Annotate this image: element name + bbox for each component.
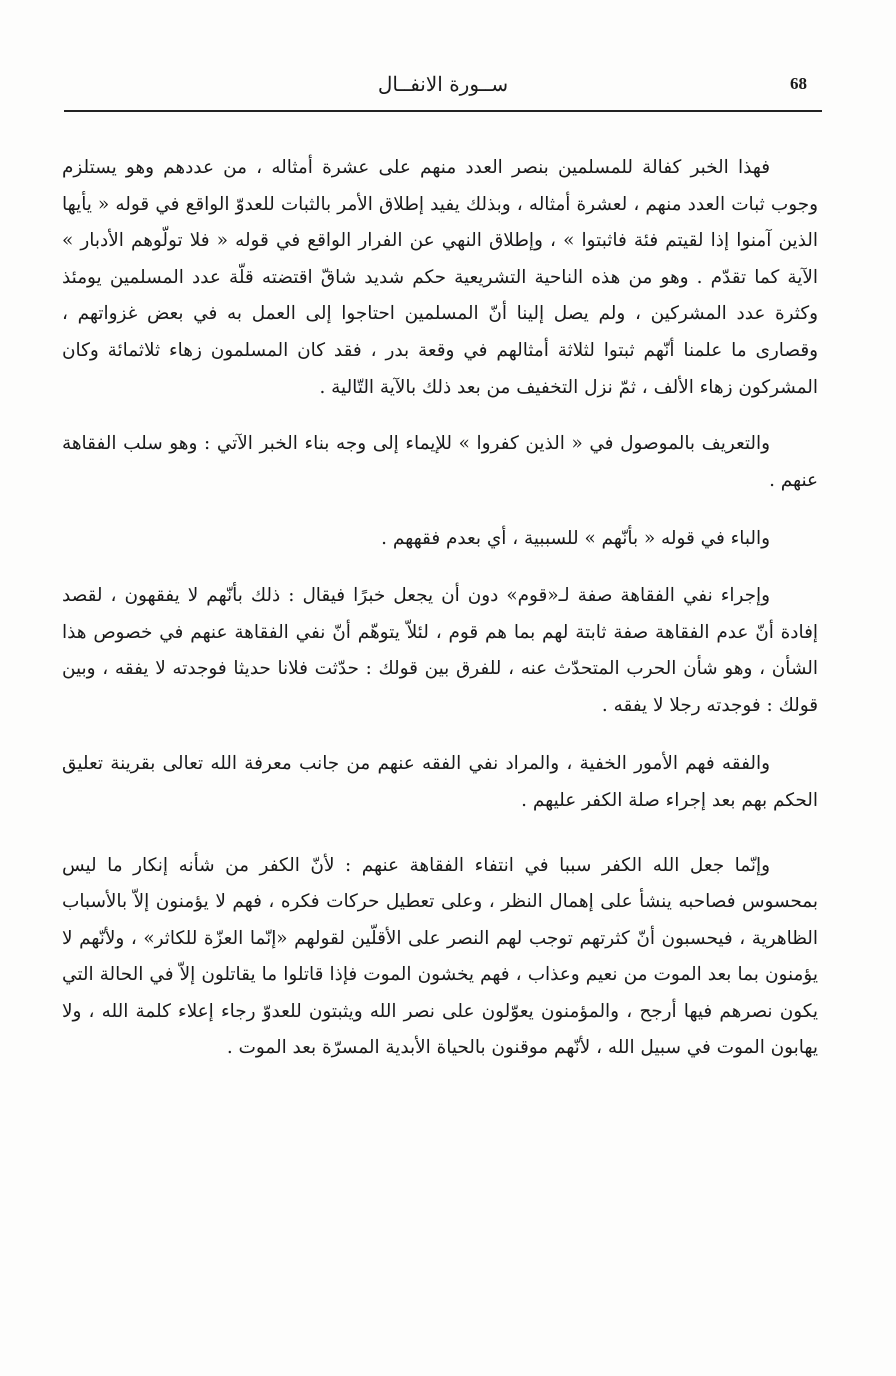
paragraph-4: وإجراء نفي الفقاهة صفة لـ«قوم» دون أن يجعل خبرًا فيقال : ذلك بأنّهم لا يفقهون ، لقصد إفادة أنّ عدم الفقاهة صفة ثابتة لهم بما هم قوم ، لئلاّ يتوهّم أنّ نفي الفقاهة عنهم في خصوص هذا الشأن ، وهو شأن الحرب المتحدّث عنه ، للفرق بين قولك : حدّثت فلانا حديثا فوجدته لا يفقه ، وبين قولك : فوجدته رجلا لا يفقه . [62,584,818,716]
paragraph-3: والباء في قوله « بأنّهم » للسببية ، أي بعدم فقههم . [381,528,770,550]
running-title: ســورة الانفــال [377,72,509,96]
paragraph-2: والتعريف بالموصول في « الذين كفروا » للإيماء إلى وجه بناء الخبر الآتي : وهو سلب الفقاهة عنهم . [62,433,818,491]
page-number: 68 [790,74,807,93]
paragraph-5: والفقه فهم الأمور الخفية ، والمراد نفي الفقه عنهم من جانب معرفة الله تعالى بقرينة تعليق الحكم بهم بعد إجراء صلة الكفر عليهم . [62,753,818,811]
paragraph-1: فهذا الخبر كفالة للمسلمين بنصر العدد منهم على عشرة أمثاله ، من عددهم وهو يستلزم وجوب ثبات العدد منهم ، لعشرة أمثاله ، وبذلك يفيد إطلاق الأمر بالثبات للعدوّ الواقع في قوله « يأيها الذين آمنوا إذا لقيتم فئة فاثبتوا » ، وإطلاق النهي عن الفرار الواقع في قوله « فلا تولّوهم الأدبار » الآية كما تقدّم . وهو من هذه الناحية التشريعية حكم شديد شاقّ اقتضته قلّة عدد المسلمين يومئذ وكثرة عدد المشركين ، ولم يصل إلينا أنّ المسلمين احتاجوا إلى العمل به في بعض غزواتهم ، وقصارى ما علمنا أنّهم ثبتوا لثلاثة أمثالهم في وقعة بدر ، فقد كان المسلمون زهاء ثلاثمائة وكان المشركون زهاء الألف ، ثمّ نزل التخفيف من بعد ذلك بالآية التّالية . [62,157,818,398]
page-header [64,64,822,108]
header-rule [64,110,822,112]
body-text [62,150,818,1091]
paragraph-6: وإنّما جعل الله الكفر سببا في انتفاء الفقاهة عنهم : لأنّ الكفر من شأنه إنكار ما ليس بمحسوس فصاحبه ينشأ على إهمال النظر ، وعلى تعطيل حركات فكره ، فهم لا يؤمنون إلاّ بالأسباب الظاهرية ، فيحسبون أنّ كثرتهم توجب لهم النصر على الأقلّين لقولهم «إنّما العزّة للكاثر» ، ولأنّهم لا يؤمنون بما بعد الموت من نعيم وعذاب ، فهم يخشون الموت فإذا قاتلوا ما يقاتلون إلاّ في الحالة التي يكون نصرهم فيها أرجح ، والمؤمنون يعوّلون على نصر الله ويثبتون للعدوّ رجاء إعلاء كلمة الله ، ولا يهابون الموت في سبيل الله ، لأنّهم موقنون بالحياة الأبدية المسرّة بعد الموت . [62,854,818,1059]
